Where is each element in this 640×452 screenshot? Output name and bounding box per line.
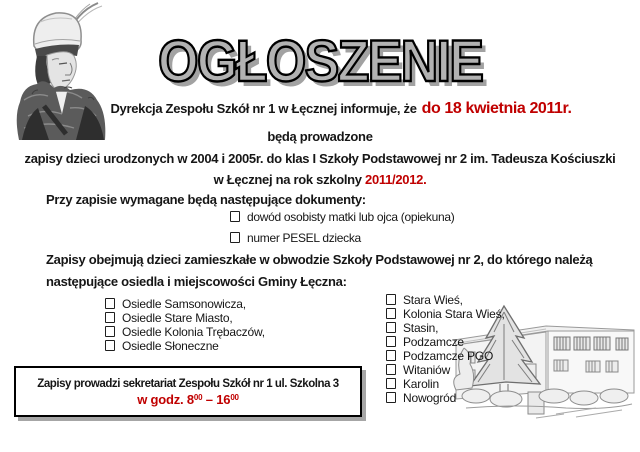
list-item-label: Podzamcze PGO: [403, 349, 494, 363]
footer-line1: Zapisy prowadzi sekretariat Zespołu Szkół nr 1 ul. Szkolna 3: [37, 378, 339, 390]
document-item-label: numer PESEL dziecka: [247, 231, 361, 245]
checkbox-icon: [105, 298, 115, 309]
hours-sup1: 00: [193, 393, 203, 402]
list-item-label: Osiedle Kolonia Trębaczów,: [122, 325, 265, 339]
districts-intro-line2: następujące osiedla i miejscowości Gminy Łęczna:: [46, 274, 347, 289]
footer-box: [14, 366, 362, 417]
list-item: [386, 307, 505, 321]
checkbox-icon: [386, 378, 396, 389]
list-item: [386, 363, 505, 377]
intro-prefix: Dyrekcja Zespołu Szkół nr 1 w Łęcznej informuje, że: [110, 101, 417, 116]
documents-heading: Przy zapisie wymagane będą następujące dokumenty:: [46, 192, 366, 207]
list-item-label: Stara Wieś,: [403, 293, 463, 307]
checkbox-icon: [386, 336, 396, 347]
checkbox-icon: [386, 294, 396, 305]
list-item: [105, 297, 265, 311]
checkbox-icon: [105, 326, 115, 337]
footer-hours: [16, 392, 360, 407]
checkbox-icon: [230, 211, 240, 222]
districts-list-right: [386, 293, 505, 405]
title-text: OGŁOSZENIE: [157, 29, 483, 94]
list-item-label: Podzamcze: [403, 335, 464, 349]
list-item-label: Osiedle Stare Miasto,: [122, 311, 233, 325]
list-item-label: Witaniów: [403, 363, 451, 377]
list-item: [105, 325, 265, 339]
list-item: [386, 335, 505, 349]
checkbox-icon: [105, 312, 115, 323]
kosciuszko-portrait: [4, 0, 126, 140]
list-item-label: Stasin,: [403, 321, 439, 335]
document-item: [230, 231, 361, 245]
list-item-label: Nowogród: [403, 391, 457, 405]
list-item: [105, 339, 265, 353]
list-item: [386, 377, 505, 391]
document-item-label: dowód osobisty matki lub ojca (opiekuna): [247, 210, 455, 224]
list-item: [105, 311, 265, 325]
list-item-label: Karolin: [403, 377, 439, 391]
portrait-engraving-icon: [4, 0, 126, 140]
line-school-year: [0, 171, 640, 189]
document-item: [230, 210, 454, 224]
checkbox-icon: [105, 340, 115, 351]
hours-sup2: 00: [230, 393, 239, 402]
intro-deadline: do 18 kwietnia 2011r.: [421, 100, 572, 117]
checkbox-icon: [230, 232, 240, 243]
hours-mid: – 16: [202, 392, 231, 407]
school-year-value: 2011/2012.: [365, 172, 427, 187]
districts-intro-line1: Zapisy obejmują dzieci zamieszkałe w obwodzie Szkoły Podstawowej nr 2, do którego należą: [46, 252, 593, 267]
checkbox-icon: [386, 350, 396, 361]
checkbox-icon: [386, 364, 396, 375]
list-item-label: Osiedle Słoneczne: [122, 339, 219, 353]
districts-list-left: [105, 297, 265, 353]
list-item-label: Osiedle Samsonowicza,: [122, 297, 246, 311]
checkbox-icon: [386, 392, 396, 403]
list-item: [386, 349, 505, 363]
line-conducted: będą prowadzone: [267, 129, 373, 144]
school-year-prefix: w Łęcznej na rok szkolny: [213, 172, 362, 187]
checkbox-icon: [386, 308, 396, 319]
list-item: [386, 293, 505, 307]
list-item-label: Kolonia Stara Wieś,: [403, 307, 505, 321]
list-item: [386, 391, 505, 405]
list-item: [386, 321, 505, 335]
hours-prefix: w godz. 8: [137, 392, 194, 407]
line-enrollment: zapisy dzieci urodzonych w 2004 i 2005r. do klas I Szkoły Podstawowej nr 2 im. Tadeusza Kościuszki: [24, 151, 616, 166]
checkbox-icon: [386, 322, 396, 333]
